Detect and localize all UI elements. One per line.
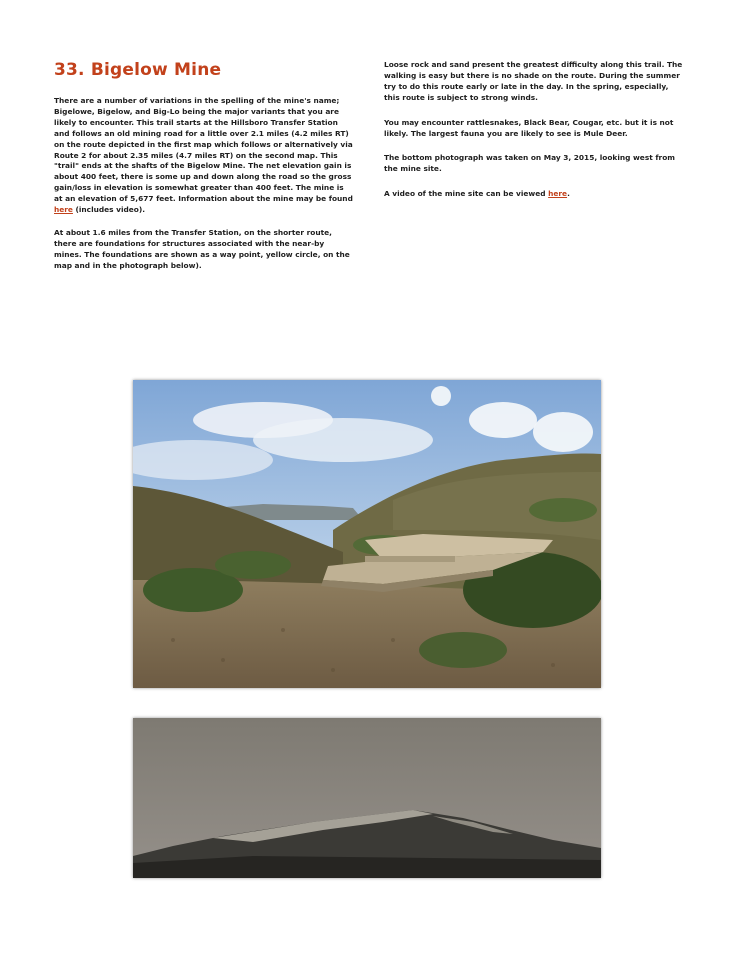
right-column [384,60,684,214]
foundations-landscape-image [133,380,601,688]
intro-text: There are a number of variations in the spelling of the mine's name; Bigelowe, Bigelow, and Big-Lo being the major variants that you are likely to encounter. This trail starts at the Hillsboro Transfer Station and follows an old mining road for a little over 2.1 miles (4.2 miles RT) on the route depicted in the first map which follows or alternatively via Route 2 for about 2.35 miles (4.7 miles RT) on the second map. This "trail" ends at the shafts of the Bigelow Mine. The net elevation gain is about 400 feet, there is some up and down along the road so the gross gain/loss in elevation is somewhat greater than 400 feet. The mine is at an elevation of 5,677 feet. Information about the mine may be found [54,96,353,204]
video-text-end: . [567,189,570,199]
left-column [54,60,354,284]
foundations-photo [133,380,601,688]
wildlife-paragraph: You may encounter rattlesnakes, Black Bear, Cougar, etc. but it is not likely. The largest fauna you are likely to see is Mule Deer. [384,117,674,138]
intro-paragraph [54,96,354,216]
video-link[interactable]: here [548,189,568,199]
video-paragraph [384,189,684,200]
mine-site-landscape-image [133,718,601,878]
foundations-paragraph: At about 1.6 miles from the Transfer Station, on the shorter route, there are foundations for structures associated with the near-by mines. The foundations are shown as a way point, yellow circle, on the map and in the photograph below). [54,227,350,270]
photo-note-paragraph: The bottom photograph was taken on May 3, 2015, looking west from the mine site. [384,153,675,174]
intro-text-end: (includes video). [72,205,146,215]
hazards-paragraph: Loose rock and sand present the greatest difficulty along this trail. The walking is easy but there is no shade on the route. During the summer try to do this route early or late in the day. In the spring, especially, this route is subject to strong winds. [384,60,683,102]
mine-site-photo [133,718,601,878]
mine-info-link[interactable]: here [54,205,73,215]
page-title: 33. Bigelow Mine [54,60,222,80]
video-text: A video of the mine site can be viewed [384,189,549,199]
